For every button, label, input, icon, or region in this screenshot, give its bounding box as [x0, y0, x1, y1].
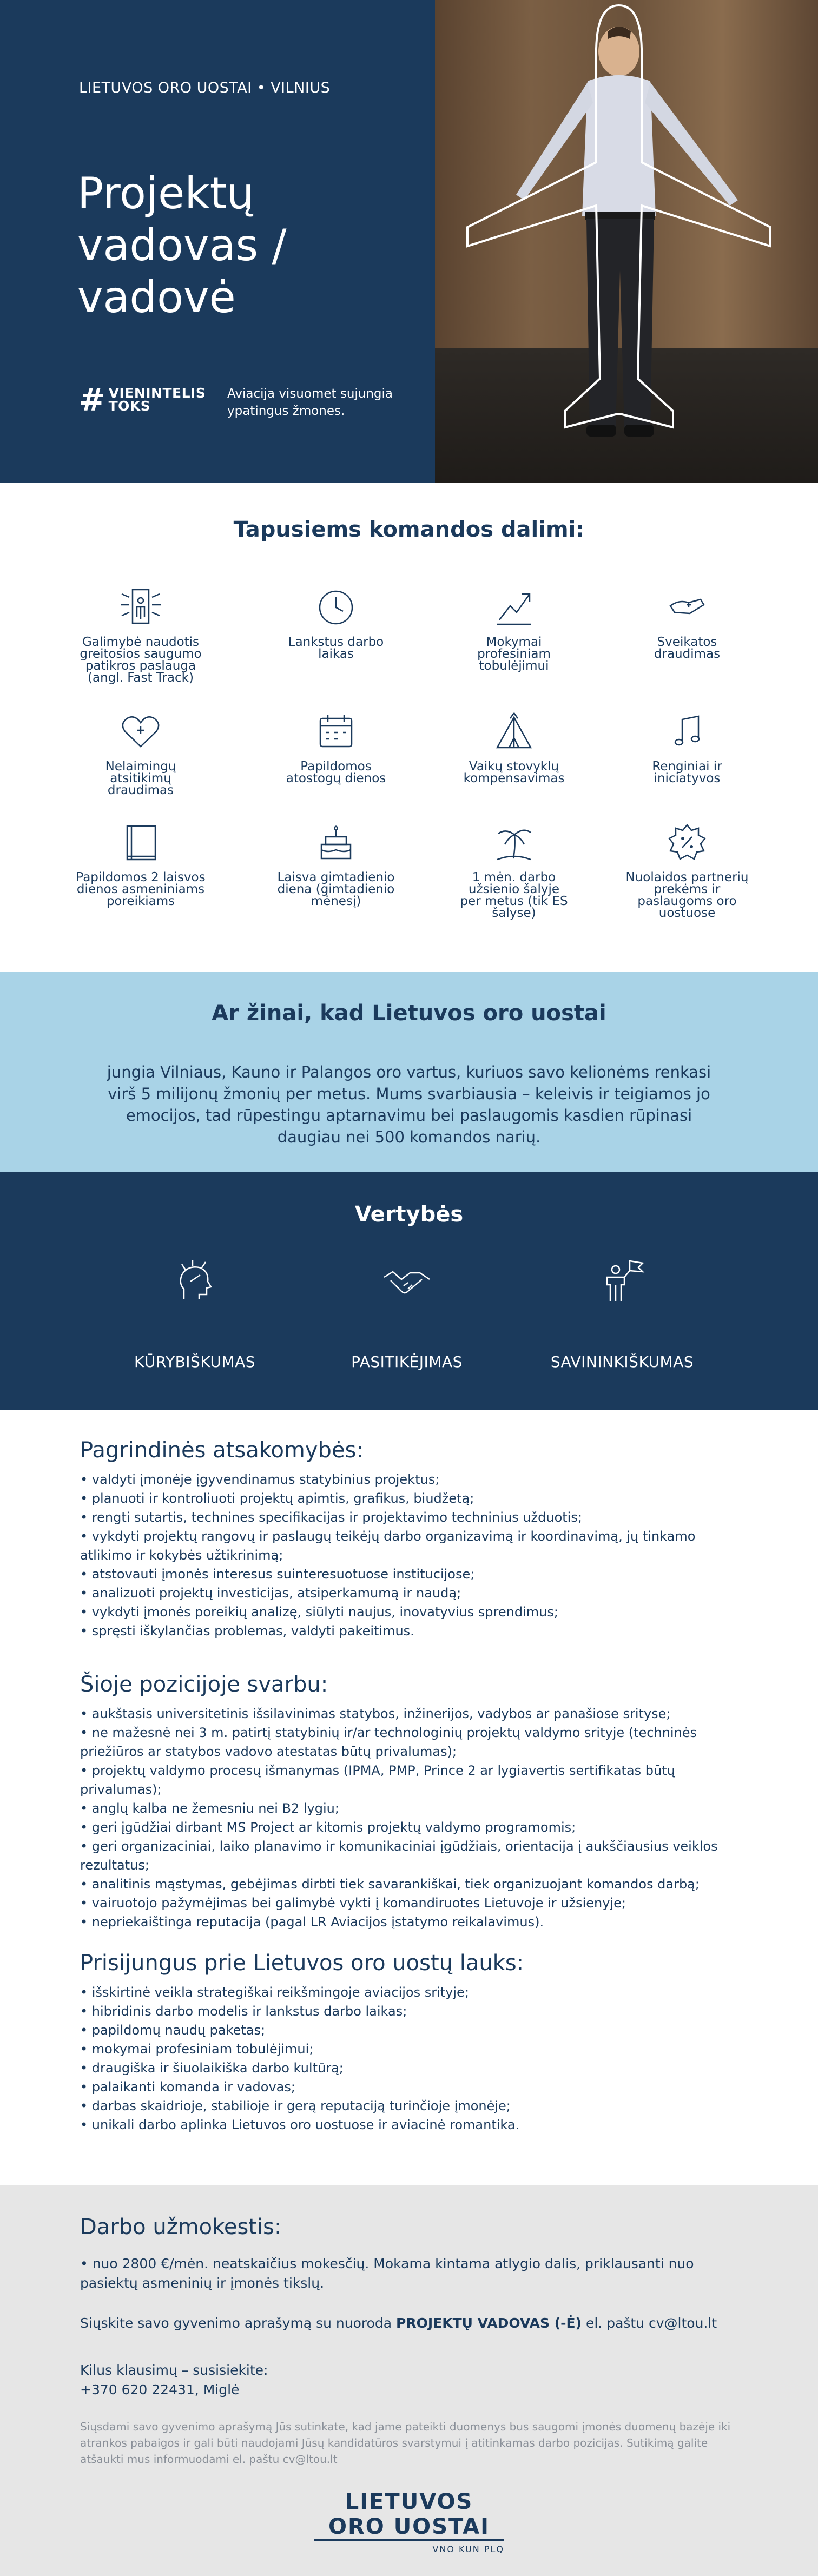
contact-label: Kilus klausimų – susisiekite: — [80, 2362, 268, 2378]
book-icon — [116, 818, 165, 867]
requirements-list — [80, 1705, 746, 1932]
job-title-line: vadovas / — [77, 220, 287, 270]
list-item: • draugiška ir šiuolaikiška darbo kultūrą; — [80, 2059, 746, 2078]
list-item: • atstovauti įmonės interesus suinteresuotuose institucijose; — [80, 1565, 746, 1584]
benefit-label: Renginiai ir iniciatyvos — [652, 759, 722, 785]
responsibilities-title: Pagrindinės atsakomybės: — [80, 1438, 364, 1463]
music-note-icon — [663, 708, 711, 756]
list-item: • vairuotojo pažymėjimas bei galimybė vykti į komandiruotes Lietuvoje ir užsienyje; — [80, 1894, 746, 1913]
benefit-item — [271, 708, 401, 784]
list-item: • unikali darbo aplinka Lietuvos oro uostuose ir aviacinė romantika. — [80, 2116, 746, 2135]
slogan-line: ypatingus žmones. — [227, 404, 345, 418]
list-item: • valdyti įmonėje įgyvendinamus statybinius projektus; — [80, 1470, 746, 1489]
clock-icon — [312, 583, 360, 632]
benefit-label: Vaikų stovyklų kompensavimas — [463, 759, 565, 785]
list-item: • planuoti ir kontroliuoti projektų apimtis, grafikus, biudžetą; — [80, 1489, 746, 1508]
list-item: • nepriekaištinga reputacija (pagal LR Aviacijos įstatymo reikalavimus). — [80, 1913, 746, 1932]
person-airplane-outline-icon — [435, 0, 818, 483]
benefit-label: Sveikatos draudimas — [654, 635, 721, 661]
list-item: • rengti sutartis, technines specifikacijas ir projektavimo techninius užduotis; — [80, 1508, 746, 1527]
privacy-disclaimer: Siųsdami savo gyvenimo aprašymą Jūs sutinkate, kad jame pateikti duomenys bus saugomi įmonės duomenų bazėje iki atrankos pabaigos ir gali būti naudojami Jūsų kandidatūros svarstymui į atitinkamas darbo pozicijas. Sutikimą galite atšaukti mus informuodami el. paštu cv@ltou.lt — [80, 2420, 731, 2466]
benefit-item — [76, 708, 206, 796]
contact-phone[interactable]: +370 620 22431, Miglė — [80, 2382, 240, 2397]
job-details-section — [0, 1410, 818, 2185]
birthday-cake-icon — [312, 818, 360, 867]
list-item: • išskirtinė veikla strategiškai reikšmingoje aviacijos srityje; — [80, 1983, 746, 2002]
salary-title: Darbo užmokestis: — [80, 2215, 282, 2240]
salary-section — [0, 2185, 818, 2576]
hashtag-line: TOKS — [108, 398, 151, 414]
list-item: • mokymai profesiniam tobulėjimui; — [80, 2040, 746, 2059]
benefit-label: Nuolaidos partnerių prekėms ir paslaugoms oro uostuose — [625, 870, 749, 920]
list-item: • darbas skaidrioje, stabilioje ir gerą reputaciją turinčioje įmonėje; — [80, 2097, 746, 2116]
apply-instructions — [80, 2314, 746, 2333]
value-item — [536, 1256, 709, 1371]
benefit-label: Mokymai profesiniam tobulėjimui — [477, 635, 551, 673]
fast-track-icon — [116, 583, 165, 632]
hero-slogan — [227, 385, 393, 420]
hashtag-line: VIENINTELIS — [108, 385, 206, 401]
list-item: • spręsti iškylančias problemas, valdyti pakeitimus. — [80, 1622, 746, 1641]
joining-title: Prisijungus prie Lietuvos oro uostų lauks: — [80, 1951, 524, 1976]
salary-text: • nuo 2800 €/mėn. neatskaičius mokesčių. Mokama kintama atlygio dalis, priklausanti nuo pasiektų asmeninių ir įmonės tikslų. — [80, 2256, 694, 2291]
brand-hashtag — [79, 381, 206, 418]
apply-position-reference: PROJEKTŲ VADOVAS (-Ė) — [396, 2315, 582, 2331]
benefit-label: Lankstus darbo laikas — [288, 635, 384, 661]
list-item: • analitinis mąstymas, gebėjimas dirbti tiek savarankiškai, tiek organizuojant komandos darbą; — [80, 1875, 746, 1894]
benefit-item — [271, 583, 401, 660]
apply-email[interactable]: el. paštu cv@ltou.lt — [582, 2315, 717, 2331]
person-flag-icon — [595, 1256, 649, 1310]
benefits-title: Tapusiems komandos dalimi: — [233, 517, 585, 542]
slogan-line: Aviacija visuomet sujungia — [227, 387, 393, 401]
benefit-item — [76, 583, 206, 684]
hero-photo — [435, 0, 818, 483]
apply-prefix: Siųskite savo gyvenimo aprašymą su nuoroda — [80, 2315, 397, 2331]
contact-info — [80, 2361, 746, 2400]
hero-section — [0, 0, 818, 483]
requirements-title: Šioje pozicijoje svarbu: — [80, 1672, 328, 1697]
growth-chart-icon — [490, 583, 538, 632]
benefit-label: Nelaimingų atsitikimų draudimas — [105, 759, 176, 797]
company-location: LIETUVOS ORO UOSTAI • VILNIUS — [79, 80, 331, 96]
benefit-item — [76, 818, 206, 907]
value-label: KŪRYBIŠKUMAS — [134, 1353, 256, 1371]
benefit-label: Laisva gimtadienio diena (gimtadienio mėnesį) — [277, 870, 395, 908]
list-item: • projektų valdymo procesų išmanymas (IPMA, PMP, Prince 2 ar lygiavertis sertifikatas būtų privalumas); — [80, 1761, 746, 1799]
logo-wordmark: LIETUVOS ORO UOSTAI — [314, 2489, 504, 2541]
list-item: • vykdyti projektų rangovų ir paslaugų teikėjų darbo organizavimą ir koordinavimą, jų tinkamo atlikimo ir kokybės užtikrinimą; — [80, 1527, 746, 1565]
joining-list — [80, 1983, 746, 2135]
value-item — [320, 1256, 493, 1371]
benefit-label: Papildomos atostogų dienos — [286, 759, 386, 785]
benefits-section — [0, 483, 818, 972]
benefit-item — [622, 818, 752, 919]
hashtag-symbol: # — [79, 381, 105, 418]
list-item: • anglų kalba ne žemesniu nei B2 lygiu; — [80, 1799, 746, 1818]
benefit-label: 1 mėn. darbo užsienio šalyje per metus (tik ES šalyse) — [460, 870, 568, 920]
benefit-item — [449, 708, 579, 784]
benefit-item — [622, 583, 752, 660]
did-you-know-title: Ar žinai, kad Lietuvos oro uostai — [212, 1001, 606, 1026]
job-title — [77, 168, 287, 323]
job-title-line: Projektų — [77, 168, 254, 219]
company-logo — [314, 2489, 504, 2554]
creativity-head-icon — [168, 1256, 222, 1310]
list-item: • vykdyti įmonės poreikių analizę, siūlyti naujus, inovatyvius sprendimus; — [80, 1603, 746, 1622]
list-item: • analizuoti projektų investicijas, atsiperkamumą ir naudą; — [80, 1584, 746, 1603]
values-section — [0, 1172, 818, 1410]
job-title-line: vadovė — [77, 272, 236, 322]
list-item: • papildomų naudų paketas; — [80, 2021, 746, 2040]
benefit-label: Galimybė naudotis greitosios saugumo patikros paslauga (angl. Fast Track) — [80, 635, 202, 685]
values-title: Vertybės — [354, 1202, 464, 1227]
hashtag-text — [109, 387, 206, 413]
did-you-know-section — [0, 972, 818, 1172]
did-you-know-text: jungia Vilniaus, Kauno ir Palangos oro vartus, kuriuos savo kelionėms renkasi virš 5 milijonų žmonių per metus. Mums svarbiausia – keleivis ir teigiamos jo emocijos, tad rūpestingu aptarnavimu bei paslaugomis kasdien rūpinasi daugiau nei 500 komandos narių. — [107, 1063, 711, 1146]
handshake-icon — [380, 1256, 434, 1310]
list-item: • geri įgūdžiai dirbant MS Project ar kitomis projektų valdymo programomis; — [80, 1818, 746, 1837]
logo-airport-codes: VNO KUN PLQ — [432, 2544, 504, 2554]
heart-plus-icon — [116, 708, 165, 756]
value-item — [108, 1256, 281, 1371]
benefit-item — [449, 583, 579, 672]
list-item: • aukštasis universitetinis išsilavinimas statybos, inžinerijos, vadybos ar panašiose srityse; — [80, 1705, 746, 1723]
list-item: • hibridinis darbo modelis ir lankstus darbo laikas; — [80, 2002, 746, 2021]
list-item: • ne mažesnė nei 3 m. patirtį statybinių ir/ar technologinių projektų valdymo srityje (techninės priežiūros ar statybos vadovo atestatas būtų privalumas); — [80, 1723, 746, 1761]
list-item: • geri organizaciniai, laiko planavimo ir komunikaciniai įgūdžiais, orientacija į aukščiausius veiklos rezultatus; — [80, 1837, 746, 1875]
value-label: PASITIKĖJIMAS — [351, 1353, 463, 1371]
benefit-item — [449, 818, 579, 919]
list-item: • palaikanti komanda ir vadovas; — [80, 2078, 746, 2097]
discount-badge-icon — [663, 818, 711, 867]
tent-icon — [490, 708, 538, 756]
hero-text-panel — [0, 0, 435, 483]
health-insurance-icon — [663, 583, 711, 632]
calendar-icon — [312, 708, 360, 756]
benefit-item — [271, 818, 401, 907]
benefit-item — [622, 708, 752, 784]
benefit-label: Papildomos 2 laisvos dienos asmeniniams poreikiams — [76, 870, 206, 908]
responsibilities-list — [80, 1470, 746, 1641]
value-label: SAVININKIŠKUMAS — [550, 1353, 694, 1371]
palm-tree-icon — [490, 818, 538, 867]
